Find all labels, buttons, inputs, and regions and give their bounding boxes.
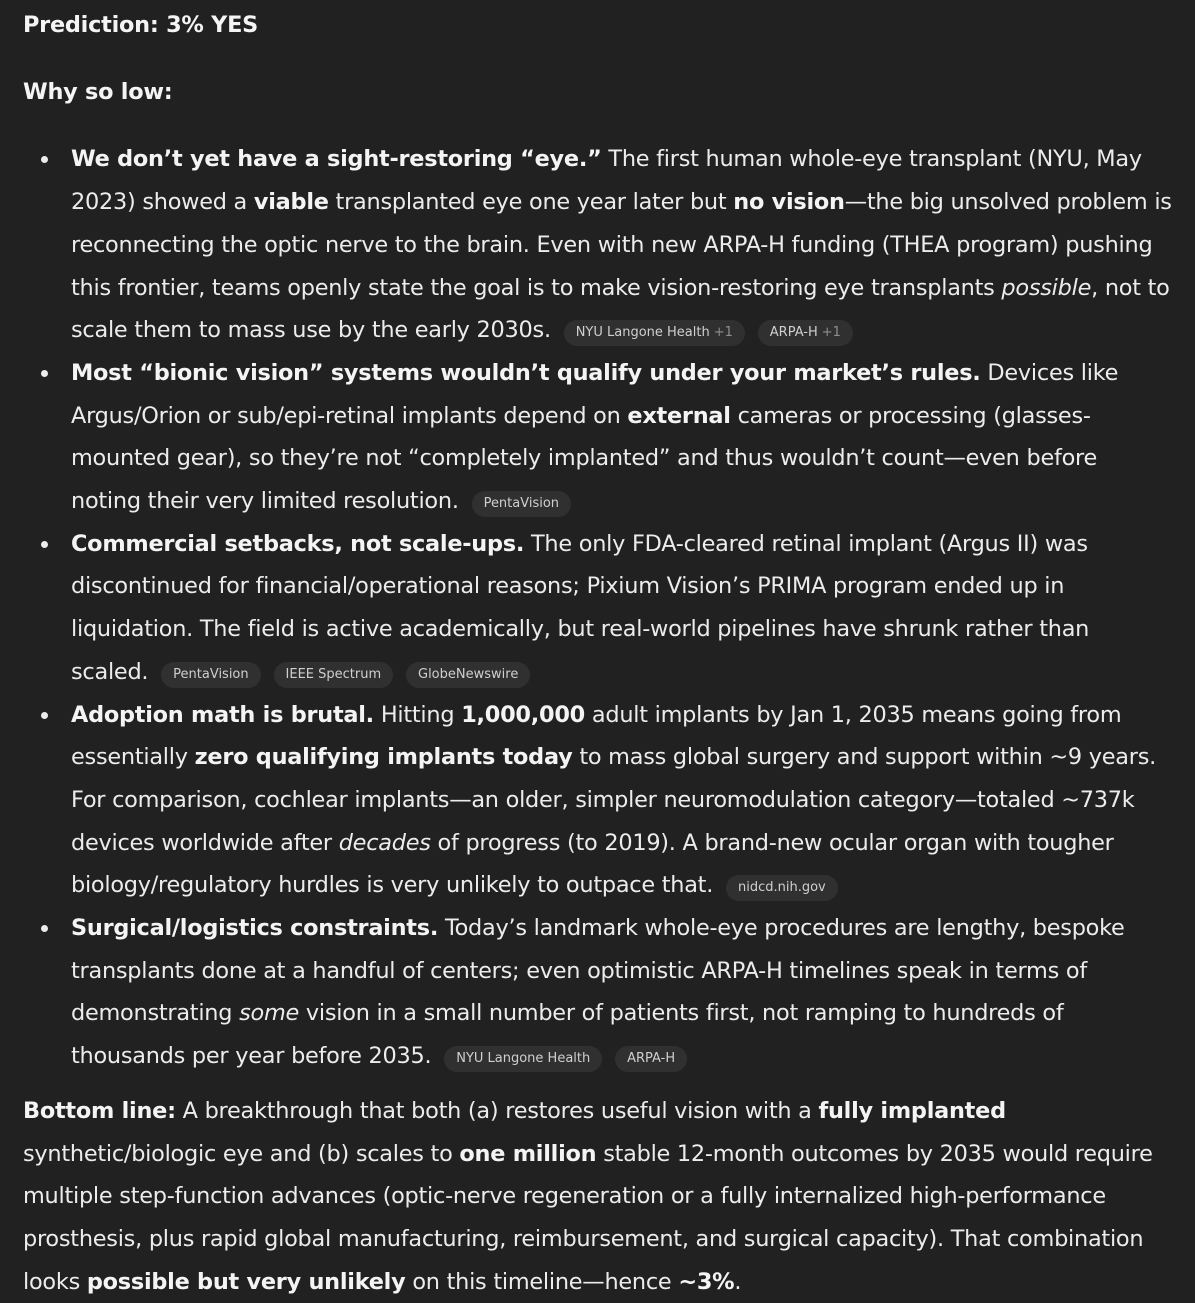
source-chip-label: nidcd.nih.gov <box>737 880 826 896</box>
body-text: on this timeline—hence <box>405 1268 679 1295</box>
source-chip[interactable] <box>444 1046 602 1072</box>
bold-text: viable <box>253 189 329 216</box>
source-chip[interactable] <box>615 1046 687 1072</box>
source-chip[interactable] <box>274 662 394 688</box>
source-chip-count: +1 <box>821 325 841 341</box>
source-chip[interactable] <box>564 320 745 346</box>
source-chip-label: ARPA-H <box>627 1051 676 1067</box>
bold-text: ~3% <box>678 1268 735 1295</box>
prediction-line <box>23 4 1173 47</box>
body-text: adult implants by Jan 1, 2035 means going from essentially <box>71 701 1122 771</box>
bold-text: external <box>627 402 731 429</box>
body-text: synthetic/biologic eye and (b) scales to <box>23 1140 460 1167</box>
reason-item <box>71 523 1173 694</box>
body-text: stable 12-month outcomes by 2035 would require multiple step-function advances (optic-nerve regeneration or a fully internalized high-performance prosthesis, plus rapid global manufacturing, reimbursement, and surgical capacity). That combination looks <box>23 1140 1153 1295</box>
bottom-line-paragraph <box>23 1090 1173 1303</box>
body-text: . <box>734 1268 742 1295</box>
body-text: A breakthrough that both (a) restores useful vision with a <box>175 1097 819 1124</box>
bold-text: fully implanted <box>818 1097 1006 1124</box>
bold-text: Most “bionic vision” systems wouldn’t qualify under your market’s rules. <box>71 359 981 386</box>
bold-text: one million <box>459 1140 597 1167</box>
reason-item <box>71 907 1173 1078</box>
source-chip[interactable] <box>406 662 530 688</box>
bold-text: Bottom line: <box>23 1097 176 1124</box>
body-text: Devices like Argus/Orion or sub/epi-retinal implants depend on <box>71 359 1119 429</box>
source-chip[interactable] <box>758 320 853 346</box>
source-chip[interactable] <box>161 662 260 688</box>
body-text: to mass global surgery and support within ~9 years. For comparison, cochlear implants—an older, simpler neuromodulation category—totaled ~737k devices worldwide after <box>71 744 1157 856</box>
italic-text: some <box>239 1000 300 1027</box>
source-chip-label: NYU Langone Health <box>575 325 710 341</box>
source-chip[interactable] <box>472 491 571 517</box>
source-chip-label: GlobeNewswire <box>418 666 519 682</box>
body-text: transplanted eye one year later but <box>328 189 734 216</box>
bold-text: We don’t yet have a sight-restoring “eye.” <box>71 146 602 173</box>
body-text: Hitting <box>373 701 462 728</box>
body-text: vision in a small number of patients first, not ramping to hundreds of thousands per year before 2035. <box>71 1000 1064 1070</box>
source-chip-label: PentaVision <box>173 666 249 682</box>
source-chip-label: ARPA-H <box>769 325 818 341</box>
source-chip-label: NYU Langone Health <box>456 1051 591 1067</box>
bold-text: no vision <box>733 189 845 216</box>
why-heading-text: Why so low: <box>23 78 173 105</box>
bold-text: Commercial setbacks, not scale-ups. <box>71 530 525 557</box>
body-text: The first human whole-eye transplant (NYU, May 2023) showed a <box>71 146 1142 216</box>
body-text: of progress (to 2019). A brand-new ocular organ with tougher biology/regulatory hurdles is very unlikely to outpace that. <box>71 829 1114 899</box>
bold-text: Adoption math is brutal. <box>71 701 374 728</box>
prediction-text: Prediction: 3% YES <box>23 12 259 38</box>
bold-text: Surgical/logistics constraints. <box>71 915 439 942</box>
italic-text: possible <box>1001 274 1092 301</box>
source-chip-label: IEEE Spectrum <box>285 666 382 682</box>
reason-item <box>71 694 1173 908</box>
body-text: , not to scale them to mass use by the early 2030s. <box>71 274 1170 344</box>
source-chip[interactable] <box>726 875 838 901</box>
reason-item <box>71 138 1173 352</box>
reason-item <box>71 352 1173 523</box>
italic-text: decades <box>338 829 431 856</box>
body-text: The only FDA-cleared retinal implant (Argus II) was discontinued for financial/operational reasons; Pixium Vision’s PRIMA program ended up in liquidation. The field is active academically, but real-world pipelines have shrunk rather than scaled. <box>71 530 1090 685</box>
why-heading <box>23 71 1173 114</box>
body-text: —the big unsolved problem is reconnecting the optic nerve to the brain. Even with new ARPA-H funding (THEA program) pushing this frontier, teams openly state the goal is to make vision-restoring eye transplants <box>71 189 1172 301</box>
bold-text: possible but very unlikely <box>86 1268 406 1295</box>
body-text: Today’s landmark whole-eye procedures are lengthy, bespoke transplants done at a handful of centers; even optimistic ARPA-H timelines speak in terms of demonstrating <box>71 915 1125 1027</box>
source-chip-label: PentaVision <box>483 496 560 512</box>
bold-text: 1,000,000 <box>461 701 586 728</box>
source-chip-count: +1 <box>713 325 733 341</box>
reason-list <box>23 138 1173 1077</box>
bold-text: zero qualifying implants today <box>194 744 573 771</box>
body-text: cameras or processing (glasses-mounted gear), so they’re not “completely implanted” and thus wouldn’t count—even before noting their very limited resolution. <box>71 402 1098 515</box>
